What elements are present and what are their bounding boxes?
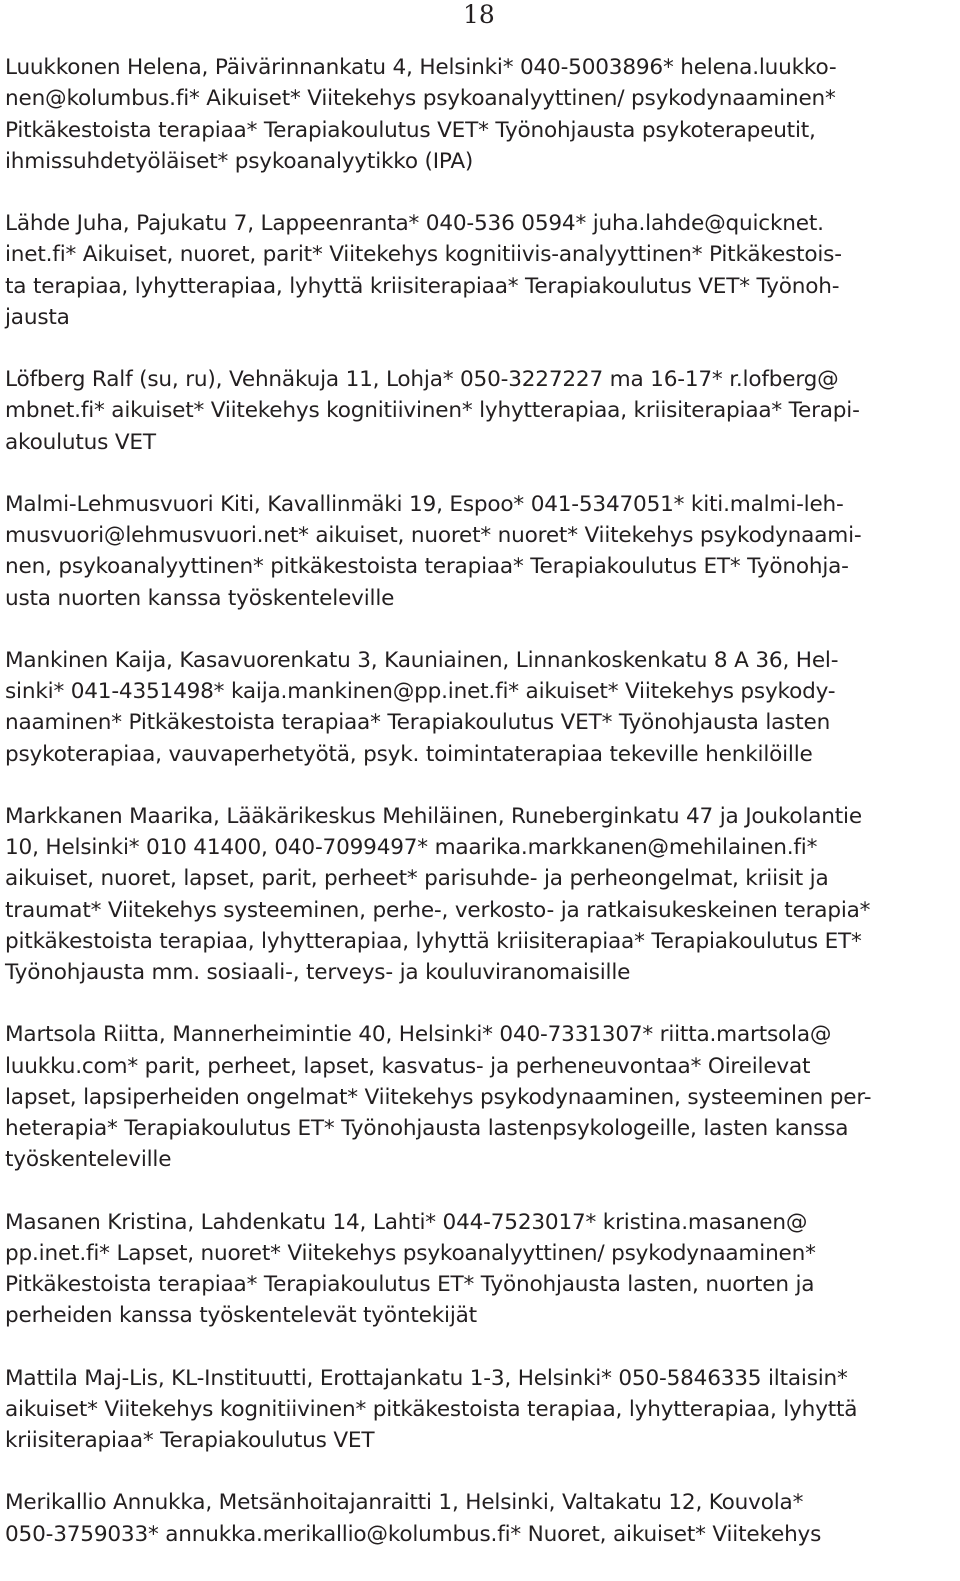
entry-martsola bbox=[5, 1019, 950, 1175]
entry-line: akoulutus VET bbox=[5, 429, 156, 455]
entry-line: Mankinen Kaija, Kasavuorenkatu 3, Kauniainen, Linnankoskenkatu 8 A 36, Hel- bbox=[5, 647, 839, 673]
entry-line: kriisiterapiaa* Terapiakoulutus VET bbox=[5, 1428, 375, 1453]
entry-line: psykoterapiaa, vauvaperhetyötä, psyk. toimintaterapiaa tekeville henkilöille bbox=[5, 741, 813, 767]
entry-lofberg bbox=[5, 364, 950, 458]
entry-markkanen bbox=[5, 801, 950, 989]
entry-line: usta nuorten kanssa työskenteleville bbox=[5, 585, 395, 611]
entry-line: naaminen* Pitkäkestoista terapiaa* Terapiakoulutus VET* Työnohjausta lasten bbox=[5, 710, 831, 736]
entry-masanen bbox=[5, 1207, 950, 1332]
entry-line: pp.inet.fi* Lapset, nuoret* Viitekehys psykoanalyyttinen/ psykodynaaminen* bbox=[5, 1240, 816, 1266]
entry-line: traumat* Viitekehys systeeminen, perhe-, verkosto- ja ratkaisukeskeinen terapia* bbox=[5, 897, 871, 923]
entry-line: 10, Helsinki* 010 41400, 040-7099497* maarika.markkanen@mehilainen.fi* bbox=[5, 835, 818, 860]
entry-line: ta terapiaa, lyhytterapiaa, lyhyttä kriisiterapiaa* Terapiakoulutus VET* Työnoh- bbox=[5, 273, 840, 299]
entry-line: sinki* 041-4351498* kaija.mankinen@pp.inet.fi* aikuiset* Viitekehys psykody- bbox=[5, 679, 836, 704]
entry-line: Mattila Maj-Lis, KL-Instituutti, Erottajankatu 1-3, Helsinki* 050-5846335 iltaisin* bbox=[5, 1365, 848, 1391]
entry-line: Työnohjausta mm. sosiaali-, terveys- ja kouluviranomaisille bbox=[5, 960, 631, 985]
entry-merikallio bbox=[5, 1487, 950, 1550]
entry-line: aikuiset* Viitekehys kognitiivinen* pitkäkestoista terapiaa, lyhytterapiaa, lyhyttä bbox=[5, 1396, 858, 1422]
entry-luukkonen bbox=[5, 52, 950, 177]
entry-line: Löfberg Ralf (su, ru), Vehnäkuja 11, Lohja* 050-3227227 ma 16-17* r.lofberg@ bbox=[5, 367, 839, 392]
entry-line: Luukkonen Helena, Päivärinnankatu 4, Helsinki* 040-5003896* helena.luukko- bbox=[5, 55, 837, 80]
entry-line: lapset, lapsiperheiden ongelmat* Viitekehys psykodynaaminen, systeeminen per- bbox=[5, 1084, 872, 1110]
directory-entries bbox=[5, 52, 950, 1581]
entry-line: 050-3759033* annukka.merikallio@kolumbus.fi* Nuoret, aikuiset* Viitekehys bbox=[5, 1521, 822, 1547]
entry-line: Pitkäkestoista terapiaa* Terapiakoulutus ET* Työnohjausta lasten, nuorten ja bbox=[5, 1272, 815, 1297]
entry-line: Masanen Kristina, Lahdenkatu 14, Lahti* 044-7523017* kristina.masanen@ bbox=[5, 1209, 808, 1235]
entry-line: pitkäkestoista terapiaa, lyhytterapiaa, lyhyttä kriisiterapiaa* Terapiakoulutus ET* bbox=[5, 928, 862, 954]
entry-line: Pitkäkestoista terapiaa* Terapiakoulutus VET* Työnohjausta psykoterapeutit, bbox=[5, 117, 816, 143]
entry-line: heterapia* Terapiakoulutus ET* Työnohjausta lastenpsykologeille, lasten kanssa bbox=[5, 1116, 849, 1141]
entry-line: Lähde Juha, Pajukatu 7, Lappeenranta* 040-536 0594* juha.lahde@quicknet. bbox=[5, 211, 824, 236]
entry-line: jausta bbox=[5, 304, 70, 330]
page-number: 18 bbox=[463, 0, 495, 29]
entry-line: inet.fi* Aikuiset, nuoret, parit* Viitekehys kognitiivis-analyyttinen* Pitkäkestois- bbox=[5, 242, 842, 268]
entry-malmi-lehmusvuori bbox=[5, 489, 950, 614]
entry-line: luukku.com* parit, perheet, lapset, kasvatus- ja perheneuvontaa* Oireilevat bbox=[5, 1053, 811, 1079]
entry-line: Malmi-Lehmusvuori Kiti, Kavallinmäki 19, Espoo* 041-5347051* kiti.malmi-leh- bbox=[5, 491, 844, 517]
entry-line: mbnet.fi* aikuiset* Viitekehys kognitiivinen* lyhytterapiaa, kriisiterapiaa* Terapi- bbox=[5, 398, 860, 424]
entry-mattila bbox=[5, 1363, 950, 1457]
entry-line: Markkanen Maarika, Lääkärikeskus Mehiläinen, Runeberginkatu 47 ja Joukolantie bbox=[5, 803, 862, 829]
entry-line: nen@kolumbus.fi* Aikuiset* Viitekehys psykoanalyyttinen/ psykodynaaminen* bbox=[5, 86, 836, 112]
entry-line: perheiden kanssa työskentelevät työntekijät bbox=[5, 1303, 477, 1329]
entry-line: työskenteleville bbox=[5, 1147, 172, 1173]
entry-line: ihmissuhdetyöläiset* psykoanalyytikko (IPA) bbox=[5, 148, 474, 174]
entry-line: Martsola Riitta, Mannerheimintie 40, Helsinki* 040-7331307* riitta.martsola@ bbox=[5, 1022, 832, 1048]
entry-line: aikuiset, nuoret, lapset, parit, perheet* parisuhde- ja perheongelmat, kriisit ja bbox=[5, 866, 829, 892]
entry-line: Merikallio Annukka, Metsänhoitajanraitti 1, Helsinki, Valtakatu 12, Kouvola* bbox=[5, 1490, 804, 1516]
entry-line: musvuori@lehmusvuori.net* aikuiset, nuoret* nuoret* Viitekehys psykodynaami- bbox=[5, 523, 862, 548]
entry-mankinen bbox=[5, 645, 950, 770]
entry-line: nen, psykoanalyyttinen* pitkäkestoista terapiaa* Terapiakoulutus ET* Työnohja- bbox=[5, 554, 849, 580]
entry-lahde bbox=[5, 208, 950, 333]
